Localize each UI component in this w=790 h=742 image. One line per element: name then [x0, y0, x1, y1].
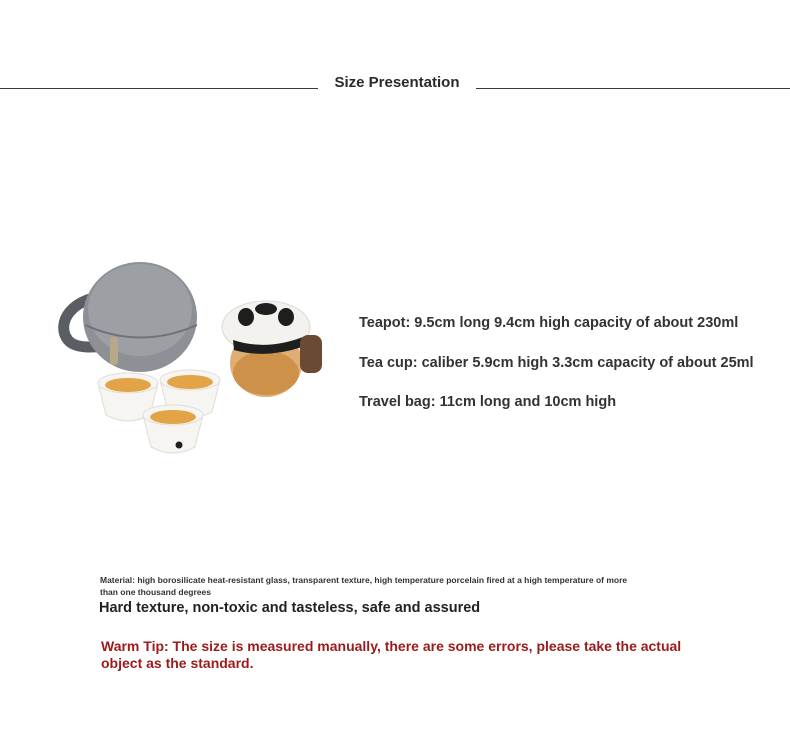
- spec-travel-bag: Travel bag: 11cm long and 10cm high: [359, 394, 617, 410]
- tea-cup-3: [143, 405, 203, 453]
- warm-tip: Warm Tip: The size is measured manually, there are some errors, please take the actual object as the standard.: [101, 638, 682, 671]
- spec-teapot: Teapot: 9.5cm long 9.4cm high capacity of about 230ml: [359, 315, 739, 331]
- section-title: Size Presentation: [334, 74, 460, 91]
- teapot-handle: [300, 335, 322, 373]
- header-rule-left: [0, 88, 318, 89]
- zipper-pull: [110, 337, 118, 365]
- feature-text: Hard texture, non-toxic and tasteless, safe and assured: [99, 600, 481, 616]
- product-image: [58, 255, 338, 465]
- header-rule-right: [476, 88, 790, 89]
- spec-tea-cup: Tea cup: caliber 5.9cm high 3.3cm capacity of about 25ml: [359, 355, 754, 371]
- material-description: Material: high borosilicate heat-resistant glass, transparent texture, high temperature porcelain fired at a high temperature of more than one thousand degrees: [100, 575, 628, 597]
